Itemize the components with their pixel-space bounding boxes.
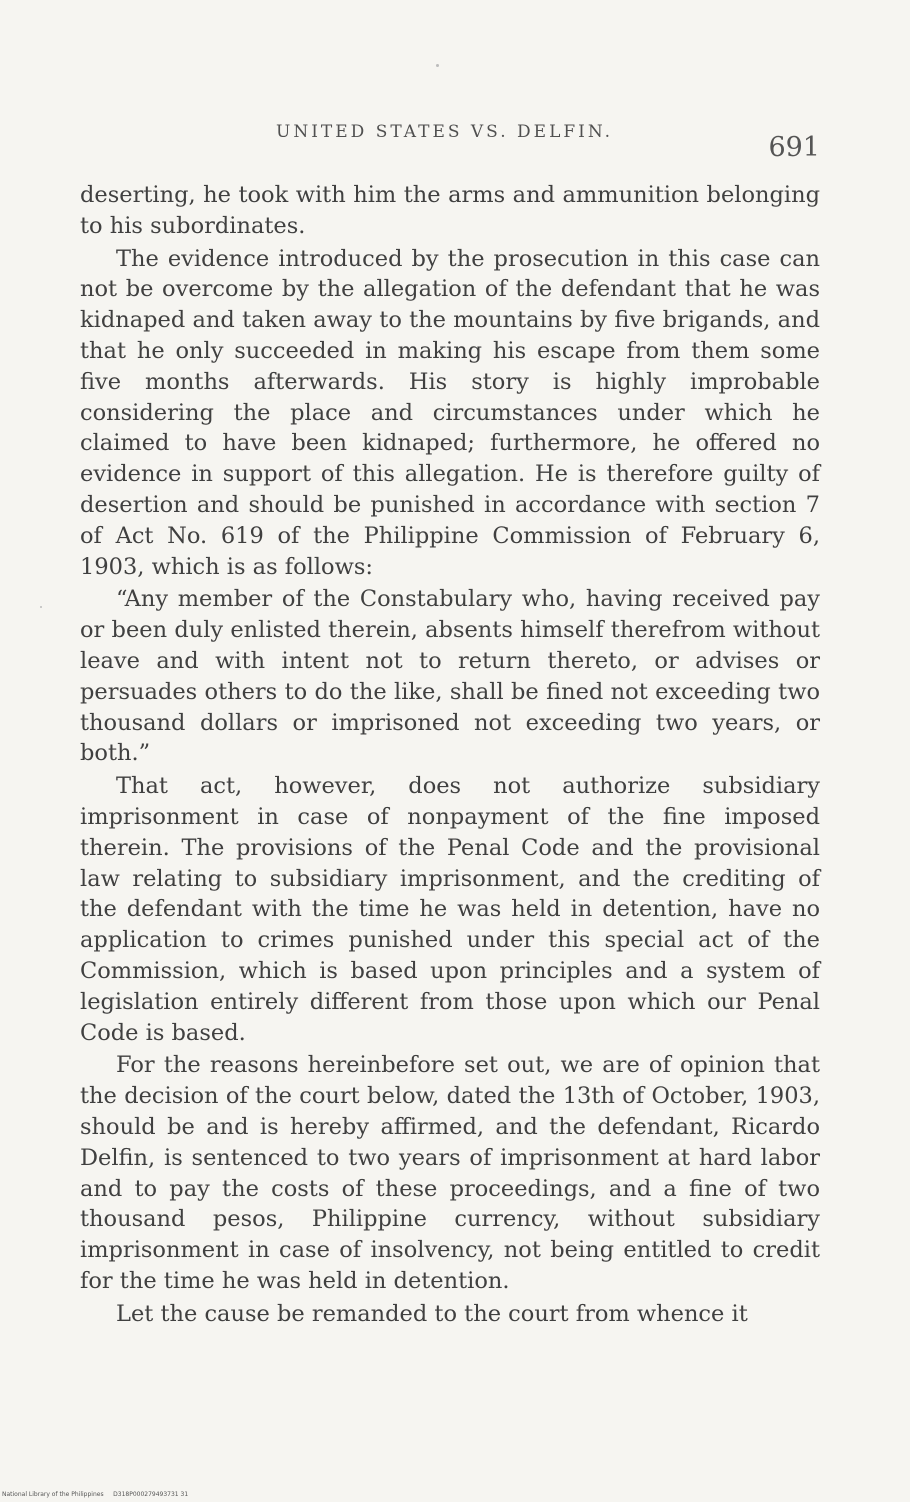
- paragraph-continuation: deserting, he took with him the arms and ammunition belonging to his subordinates.: [80, 182, 820, 239]
- case-title: UNITED STATES VS. DELFIN.: [276, 122, 614, 142]
- running-head: [0, 122, 910, 162]
- page-number: 691: [768, 132, 820, 163]
- paragraph-statute-quote: “Any member of the Constabulary who, having received pay or been duly enlisted therein, absents himself therefrom without leave and with intent not to return thereto, or advises or persuades others to do the like, shall be fined not exceeding two thousand dollars or imprisoned not exceeding two years, or both.”: [80, 586, 820, 767]
- scan-id: D318P000279493731 31: [113, 1491, 189, 1498]
- scan-speck: [436, 64, 439, 67]
- paragraph-subsidiary-imprisonment: That act, however, does not authorize subsidiary imprisonment in case of nonpayment of the fine imposed therein. The provisions of the Penal Code and the provisional law relating to subsidiary imprisonment, and the crediting of the defendant with the time he was held in detention, have no application to crimes punished under this special act of the Commission, which is based upon principles and a system of legislation entirely different from those upon which our Penal Code is based.: [80, 773, 820, 1046]
- paragraph-evidence: The evidence introduced by the prosecution in this case can not be overcome by the allegation of the defendant that he was kidnaped and taken away to the mountains by five brigands, and that he only succeeded in making his escape from them some five months afterwards. His story is highly improbable considering the place and circumstances under which he claimed to have been kidnaped; furthermore, he offered no evidence in support of this allegation. He is therefore guilty of desertion and should be punished in accordance with section 7 of Act No. 619 of the Philippine Commission of February 6, 1903, which is as follows:: [80, 245, 820, 580]
- paragraph-remand: Let the cause be remanded to the court from whence it: [116, 1300, 748, 1327]
- library-credit: National Library of the Philippines: [2, 1491, 104, 1498]
- scan-speck: [40, 606, 42, 608]
- paragraph-judgment: For the reasons hereinbefore set out, we are of opinion that the decision of the court below, dated the 13th of October, 1903, should be and is hereby affirmed, and the defendant, Ricardo Delfin, is sentenced to two years of imprisonment at hard labor and to pay the costs of these proceedings, and a fine of two thousand pesos, Philippine currency, without subsidiary imprisonment in case of insolvency, not being entitled to credit for the time he was held in detention.: [80, 1052, 820, 1294]
- scan-footer: [2, 1491, 188, 1498]
- opinion-body: [80, 180, 820, 1331]
